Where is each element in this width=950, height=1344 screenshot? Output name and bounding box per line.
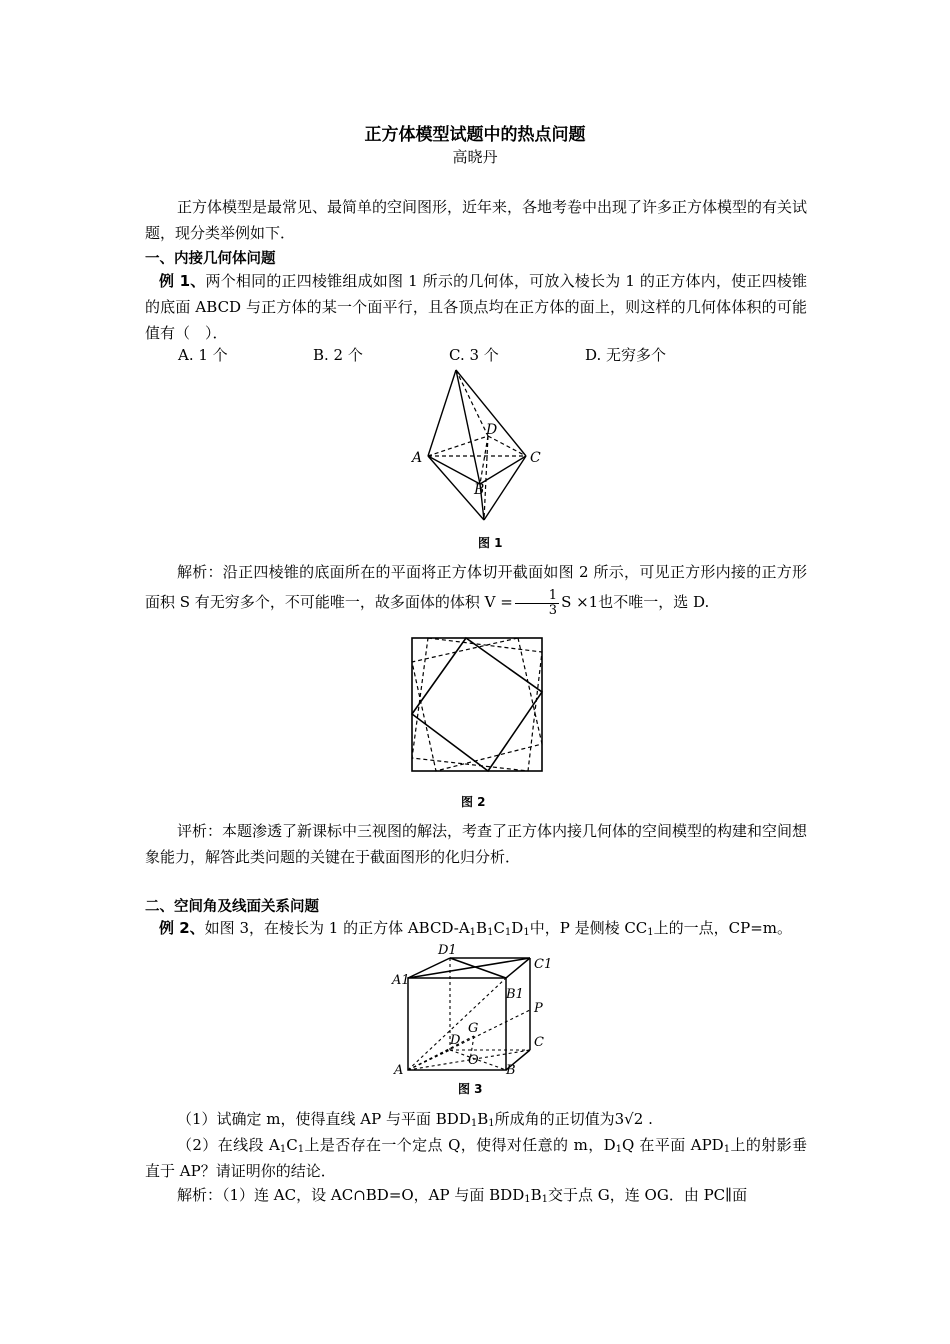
figure-2-squares [408, 634, 548, 776]
example-2-text-c: 上的一点，CP=m。 [653, 919, 793, 937]
option-b: B. 2 个 [313, 346, 363, 364]
tangent-value: 3√2 [614, 1110, 644, 1128]
solution-1 [145, 557, 807, 618]
figure-3-caption: 图 3 [458, 1082, 483, 1096]
figure-3-cube [390, 940, 560, 1080]
solution-2-text-a: 解析：（1）连 AC，设 AC∩BD=O，AP 与面 BDD [177, 1186, 525, 1204]
example-2-text-b: 中，P 是侧棱 CC [529, 919, 648, 937]
solution-1-text-b: 也不唯一，选 D. [598, 593, 710, 611]
fig3-label-c1: C1 [534, 957, 553, 972]
example-1-label: 例 1、 [159, 272, 206, 290]
section-heading-1: 一、内接几何体问题 [145, 251, 276, 267]
example-2: 例 2、如图 3，在棱长为 1 的正方体 ABCD-$A_1B_1C_1D_1$中，P 是侧棱 $CC_1$上的一点，CP=m。 [159, 919, 793, 938]
fig3-label-p: P [534, 1001, 543, 1016]
question-1-text-b: 所成角的正切值为 [494, 1110, 615, 1128]
fig3-label-b1: B1 [506, 987, 524, 1002]
fig3-label-a: A [394, 1063, 404, 1078]
intro-paragraph: 正方体模型是最常见、最简单的空间图形，近年来，各地考卷中出现了许多正方体模型的有关试题，现分类举例如下． [145, 198, 808, 242]
example-1 [145, 268, 807, 346]
fig3-label-a1: A1 [392, 973, 410, 988]
fig3-label-c: C [534, 1035, 544, 1050]
fig3-label-d1: D1 [438, 943, 457, 958]
question-1-text-a: （1）试确定 m，使得直线 AP 与平面 BDD [177, 1110, 471, 1128]
fig1-label-a: A [412, 450, 423, 466]
page-title: 正方体模型试题中的热点问题 [364, 125, 586, 145]
example-2-label: 例 2、 [159, 919, 205, 937]
formula-lhs: V = [484, 593, 513, 611]
fig3-label-o: O [468, 1053, 479, 1068]
fig1-label-c: C [530, 450, 541, 466]
option-a: A. 1 个 [178, 346, 228, 364]
figure-1-bipyramid [400, 364, 560, 554]
question-2-text-c: Q 在平面 APD [621, 1136, 724, 1154]
example-2-text-a: 如图 3，在棱长为 1 的正方体 ABCD-A [204, 919, 470, 937]
example-1-text: 两个相同的正四棱锥组成如图 1 所示的几何体，可放入棱长为 1 的正方体内，使正四棱锥的底面 ABCD 与正方体的某一个面平行，且各顶点均在正方体的面上，则这样的几何体体积的可能值有（ ）． [145, 272, 807, 342]
question-2-text-a: （2）在线段 A [177, 1136, 280, 1154]
figure-1-caption: 图 1 [478, 536, 503, 550]
formula-numerator: 1 [515, 589, 559, 604]
option-c: C. 3 个 [449, 346, 499, 364]
question-2-text-d: 上的射影垂直于 AP？请证明你的结论． [145, 1136, 807, 1180]
option-d: D. 无穷多个 [585, 346, 667, 364]
volume-formula [484, 587, 599, 618]
formula-rhs: S ×1 [561, 593, 599, 611]
question-2: （2）在线段 $A_1C_1$上是否存在一个定点 Q，使得对任意的 m，$D_1Q$ 在平面 $APD_1$上的射影垂直于 AP？请证明你的结论． [145, 1136, 807, 1180]
figure-2-caption: 图 2 [461, 795, 486, 809]
fig3-label-b: B [506, 1063, 516, 1078]
solution-2: 解析：（1）连 AC，设 AC∩BD=O，AP 与面 $BDD_1B_1$交于点 G，连 OG．由 PC∥面 [177, 1186, 748, 1205]
section-heading-2: 二、空间角及线面关系问题 [145, 899, 319, 915]
comment-1: 评析：本题渗透了新课标中三视图的解法，考查了正方体内接几何体的空间模型的构建和空间想象能力，解答此类问题的关键在于截面图形的化归分析． [145, 822, 808, 866]
fig1-label-d: D [486, 422, 498, 438]
fig3-label-g: G [468, 1021, 479, 1036]
author: 高晓丹 [452, 148, 498, 166]
formula-denominator: 3 [548, 602, 558, 618]
solution-1-text-a: 解析：沿正四棱锥的底面所在的平面将正方体切开截面如图 2 所示，可见正方形内接的正方形面积 S 有无穷多个，不可能唯一，故多面体的体积 [145, 563, 807, 611]
question-1: （1）试确定 m，使得直线 AP 与平面 $BDD_1B_1$所成角的正切值为3√2 . [177, 1110, 653, 1129]
fig3-label-d: D [450, 1033, 461, 1048]
formula-fraction [515, 589, 559, 618]
fig1-label-b: B [474, 482, 485, 498]
solution-2-text-b: 交于点 G，连 OG．由 PC∥面 [548, 1186, 748, 1204]
question-2-text-b: 上是否存在一个定点 Q，使得对任意的 m，D [304, 1136, 616, 1154]
